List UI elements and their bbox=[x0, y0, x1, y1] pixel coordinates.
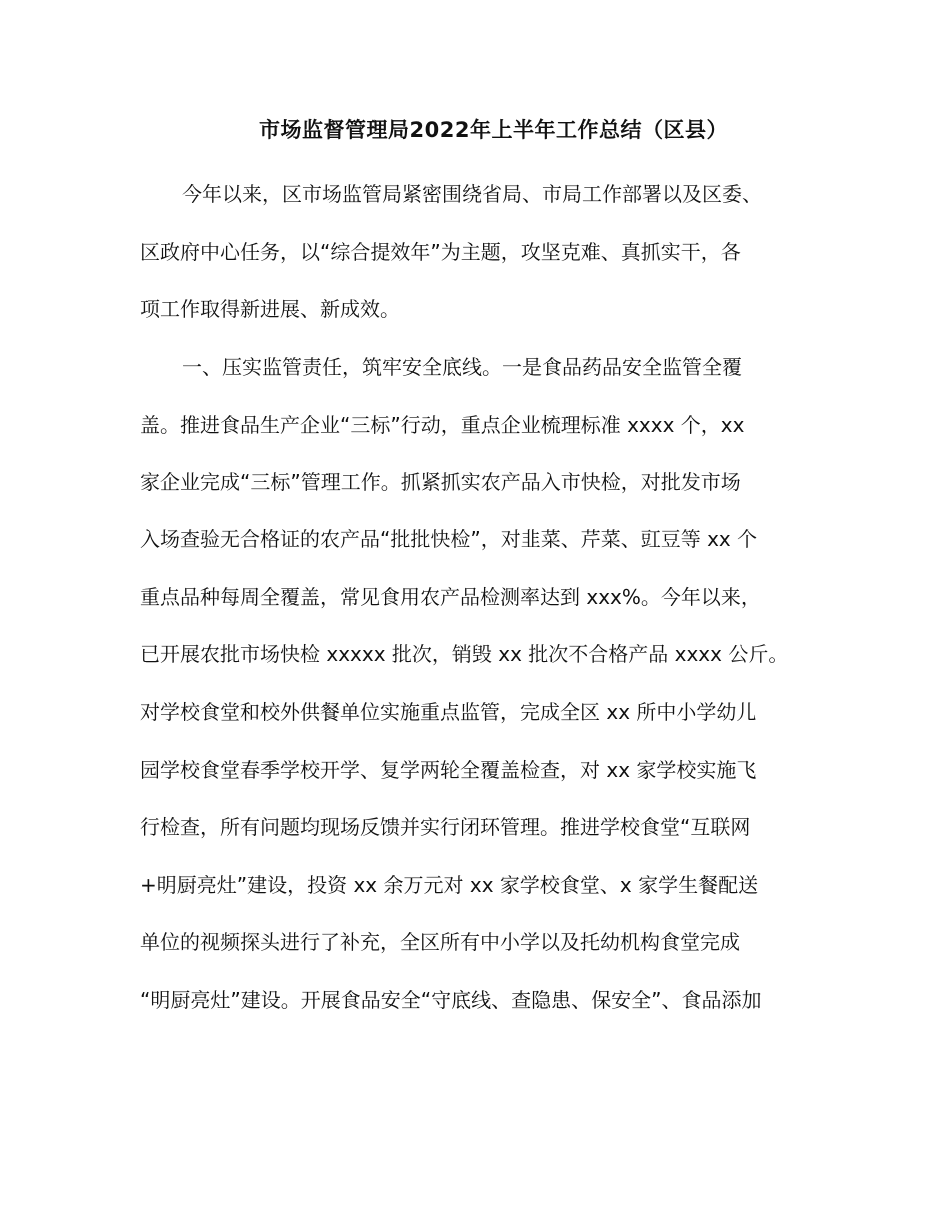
paragraph-line: 重点品种每周全覆盖，常见食用农产品检测率达到 xxx%。今年以来， bbox=[140, 585, 761, 609]
paragraph-line: “明厨亮灶”建设。开展食品安全“守底线、查隐患、保安全”、食品添加 bbox=[140, 988, 762, 1012]
paragraph-line: 今年以来，区市场监管局紧密围绕省局、市局工作部署以及区委、 bbox=[182, 182, 762, 206]
paragraph-line: 园学校食堂春季学校开学、复学两轮全覆盖检查，对 xx 家学校实施飞 bbox=[140, 758, 757, 782]
paragraph-line: 项工作取得新进展、新成效。 bbox=[140, 297, 400, 321]
paragraph-line: 家企业完成“三标”管理工作。抓紧抓实农产品入市快检，对批发市场 bbox=[140, 470, 741, 494]
paragraph-line: 行检查，所有问题均现场反馈并实行闭环管理。推进学校食堂“互联网 bbox=[140, 815, 751, 839]
paragraph-line: 一、压实监管责任，筑牢安全底线。一是食品药品安全监管全覆 bbox=[182, 355, 742, 379]
paragraph-line: 盖。推进食品生产企业“三标”行动，重点企业梳理标准 xxxx 个，xx bbox=[140, 413, 745, 437]
document-title: 市场监督管理局2022年上半年工作总结（区县） bbox=[259, 118, 728, 142]
paragraph-line: 对学校食堂和校外供餐单位实施重点监管，完成全区 xx 所中小学幼儿 bbox=[140, 700, 757, 724]
paragraph-line: 已开展农批市场快检 xxxxx 批次，销毁 xx 批次不合格产品 xxxx 公斤。 bbox=[140, 642, 789, 666]
paragraph-line: 单位的视频探头进行了补充，全区所有中小学以及托幼机构食堂完成 bbox=[140, 930, 740, 954]
paragraph-line: 区政府中心任务，以“综合提效年”为主题，攻坚克难、真抓实干，各 bbox=[140, 240, 741, 264]
paragraph-line: 入场查验无合格证的农产品“批批快检”，对韭菜、芹菜、豇豆等 xx 个 bbox=[140, 527, 758, 551]
paragraph-line: +明厨亮灶”建设，投资 xx 余万元对 xx 家学校食堂、x 家学生餐配送 bbox=[140, 873, 759, 897]
